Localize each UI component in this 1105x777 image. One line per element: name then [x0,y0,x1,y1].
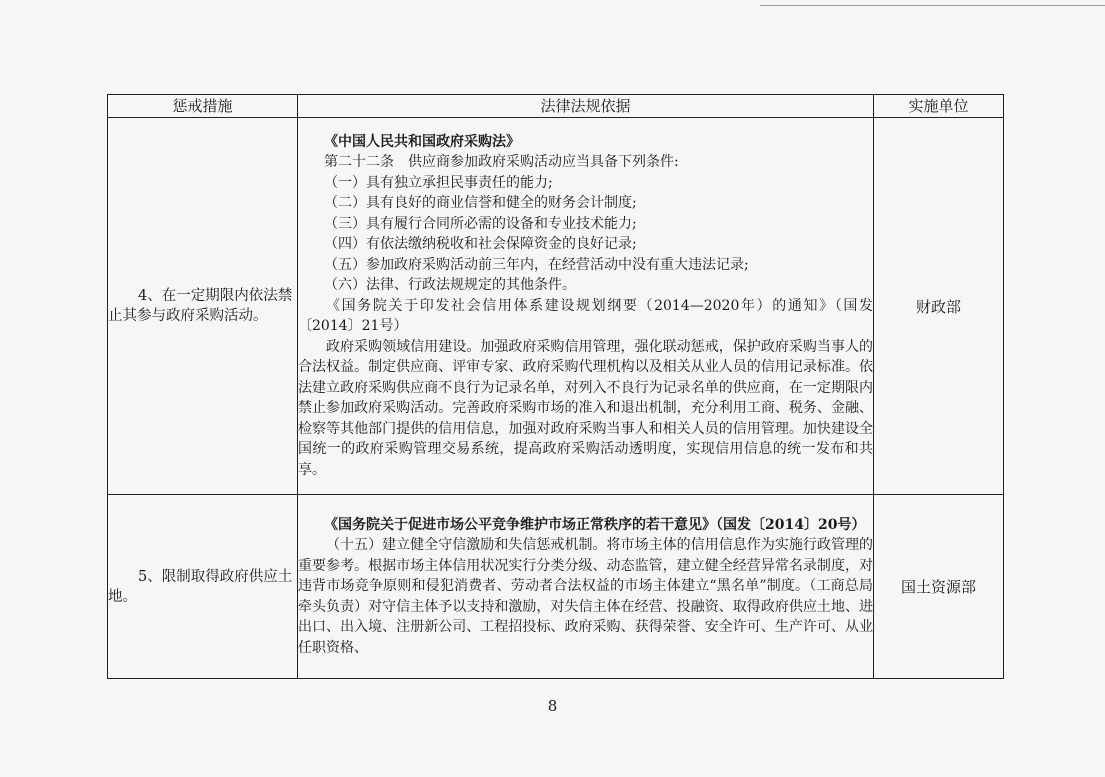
implementing-unit: 国土资源部 [874,495,1004,679]
law-basis-cell [298,495,874,679]
punishment-measures-table [107,94,1004,679]
table-row [108,495,1004,679]
law-basis-cell [298,118,874,495]
page-number: 8 [547,697,558,715]
measure-cell [108,495,298,679]
implementing-unit: 财政部 [874,118,1004,495]
law-condition: （三）具有履行合同所必需的设备和专业技术能力; [324,215,637,232]
law-condition: （六）法律、行政法规规定的其他条件。 [324,277,576,294]
measure-cell [108,118,298,495]
header-measure: 惩戒措施 [108,95,298,118]
top-edge-rule [760,5,1105,6]
measure-number: 4、 [138,288,162,304]
law-title: 《国务院关于促进市场公平竞争维护市场正常秩序的若干意见》（国发〔2014〕20号） [324,516,866,533]
measure-number: 5、 [138,568,162,585]
measure-text: 在一定期限内依法禁止其参与政府采购活动。 [108,288,293,324]
header-unit: 实施单位 [874,95,1004,118]
law-article: 第二十二条 供应商参加政府采购活动应当具备下列条件: [324,154,679,171]
law-title: 《中国人民共和国政府采购法》 [324,133,520,150]
table-row [108,118,1004,495]
measure-text: 限制取得政府供应土地。 [108,568,293,605]
header-law: 法律法规依据 [298,95,874,118]
law-condition: （二）具有良好的商业信誉和健全的财务会计制度; [324,195,637,212]
law-condition: （四）有依法缴纳税收和社会保障资金的良好记录; [324,236,637,253]
law-paragraph: 政府采购领域信用建设。加强政府采购信用管理，强化联动惩戒，保护政府采购当事人的合法权益。制定供应商、评审专家、政府采购代理机构以及相关从业人员的信用记录标准。依法建立政府采购供应商不良行为记录名单，对列入不良行为记录名单的供应商，在一定期限内禁止参加政府采购活动。完善政府采购市场的准入和退出机制，充分利用工商、税务、金融、检察等其他部门提供的信用信息，加强对政府采购当事人和相关人员的信用管理。加快建设全国统一的政府采购管理交易系统，提高政府采购活动透明度，实现信用信息的统一发布和共享。 [298,338,873,478]
law-condition: （一）具有独立承担民事责任的能力; [324,174,553,191]
law-paragraph: （十五）建立健全守信激励和失信惩戒机制。将市场主体的信用信息作为实施行政管理的重要参考。根据市场主体信用状况实行分类分级、动态监管，建立健全经营异常名录制度，对违背市场竞争原则和侵犯消费者、劳动者合法权益的市场主体建立“黑名单”制度。（工商总局牵头负责）对守信主体予以支持和激励，对失信主体在经营、投融资、取得政府供应土地、进出口、出入境、注册新公司、工程招投标、政府采购、获得荣誉、安全许可、生产许可、从业任职资格、 [298,537,873,656]
law-title: 《国务院关于印发社会信用体系建设规划纲要（2014—2020年）的通知》（国发〔2014〕21号） [298,297,873,335]
law-condition: （五）参加政府采购活动前三年内，在经营活动中没有重大违法记录; [324,256,749,273]
table-header-row [108,95,1004,118]
